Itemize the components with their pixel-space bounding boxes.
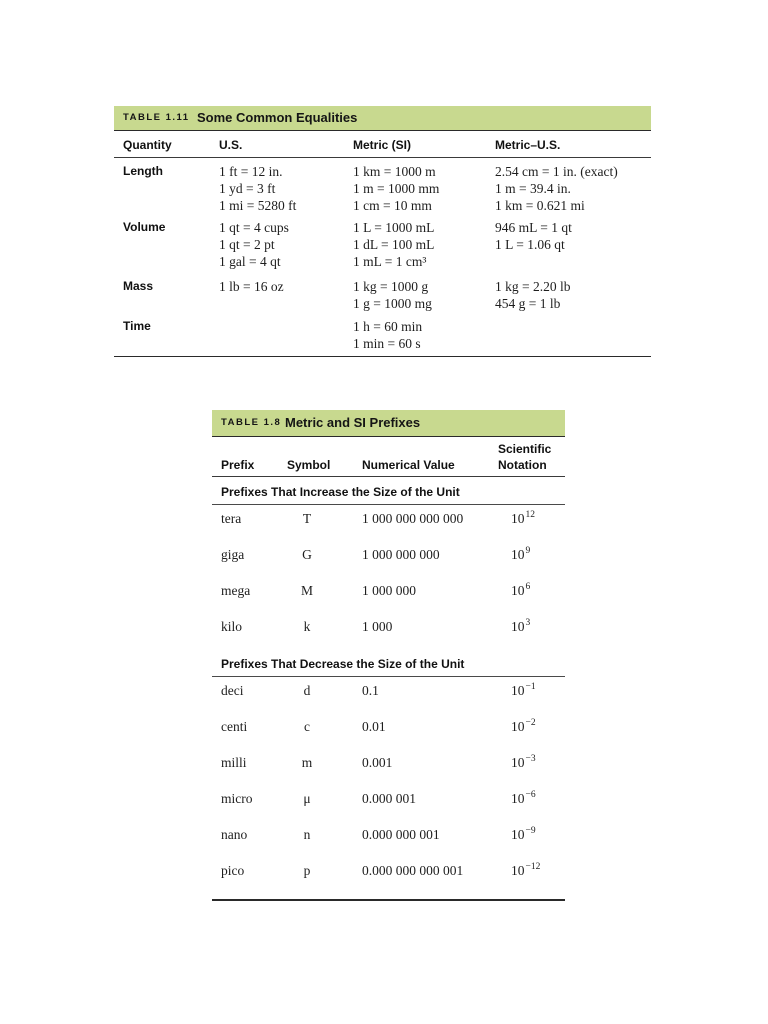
us-equality: 1 ft = 12 in. bbox=[219, 164, 283, 179]
prefix-symbol: T bbox=[302, 511, 312, 526]
scientific-notation bbox=[511, 510, 535, 527]
table-body bbox=[212, 477, 565, 893]
metric-us-equality-cell bbox=[495, 163, 651, 214]
us-equality-cell bbox=[219, 163, 353, 214]
prefix-row bbox=[212, 857, 565, 893]
table-title: Metric and SI Prefixes bbox=[285, 415, 421, 430]
notation-base: 10 bbox=[511, 511, 525, 526]
metric-equality-cell bbox=[353, 318, 495, 352]
scientific-notation bbox=[511, 862, 540, 879]
metric-equality-cell bbox=[353, 163, 495, 214]
prefix-row bbox=[212, 713, 565, 749]
scientific-notation bbox=[511, 826, 536, 843]
scientific-notation bbox=[511, 718, 536, 735]
metric-equality: 1 dL = 100 mL bbox=[353, 237, 435, 252]
us-equality-cell bbox=[219, 278, 353, 312]
metric-equality: 1 min = 60 s bbox=[353, 336, 421, 351]
notation-base: 10 bbox=[511, 719, 525, 734]
prefix-symbol: m bbox=[301, 755, 313, 770]
notation-exponent: 6 bbox=[525, 582, 531, 592]
notation-exponent: −1 bbox=[525, 682, 536, 692]
numerical-value: 1 000 000 000 bbox=[362, 547, 440, 562]
metric-equality: 1 g = 1000 mg bbox=[353, 296, 432, 311]
column-header-symbol: Symbol bbox=[287, 458, 331, 472]
prefix-row bbox=[212, 541, 565, 577]
numerical-value: 0.1 bbox=[362, 683, 379, 698]
numerical-value: 1 000 000 bbox=[362, 583, 416, 598]
notation-exponent: 3 bbox=[525, 618, 531, 628]
metric-equality-cell bbox=[353, 278, 495, 312]
scientific-notation bbox=[511, 582, 530, 599]
table-number-label: TABLE 1.11 bbox=[123, 112, 190, 123]
us-equality: 1 qt = 2 pt bbox=[219, 237, 275, 252]
prefix-row bbox=[212, 505, 565, 541]
notation-base: 10 bbox=[511, 755, 525, 770]
table-row bbox=[114, 214, 651, 270]
notation-base: 10 bbox=[511, 547, 525, 562]
prefix-symbol: M bbox=[300, 583, 313, 598]
prefix-name: milli bbox=[221, 755, 247, 770]
notation-exponent: 12 bbox=[525, 510, 535, 520]
notation-base: 10 bbox=[511, 583, 525, 598]
metric-us-equality-cell bbox=[495, 219, 651, 270]
notation-base: 10 bbox=[511, 863, 525, 878]
table-title: Some Common Equalities bbox=[197, 110, 358, 125]
notation-base: 10 bbox=[511, 619, 525, 634]
prefix-name: nano bbox=[221, 827, 248, 842]
column-header-row bbox=[212, 437, 565, 477]
table-row bbox=[114, 270, 651, 312]
metric-equality: 1 h = 60 min bbox=[353, 319, 423, 334]
column-header-scientific-notation: Scientific Notation bbox=[498, 442, 552, 472]
us-equality-cell bbox=[219, 219, 353, 270]
table-header-band bbox=[114, 106, 651, 131]
common-equalities-table bbox=[114, 106, 651, 357]
prefix-name: mega bbox=[221, 583, 251, 598]
metric-us-equality: 2.54 cm = 1 in. (exact) bbox=[495, 164, 618, 179]
prefix-row bbox=[212, 613, 565, 649]
numerical-value: 0.01 bbox=[362, 719, 386, 734]
prefix-symbol: G bbox=[302, 547, 312, 562]
quantity-label: Mass bbox=[123, 279, 154, 293]
prefix-name: tera bbox=[221, 511, 242, 526]
prefix-symbol: n bbox=[303, 827, 311, 842]
notation-exponent: −3 bbox=[525, 754, 536, 764]
prefix-symbol: μ bbox=[303, 791, 311, 806]
prefix-symbol: d bbox=[303, 683, 311, 698]
table-number-label: TABLE 1.8 bbox=[221, 417, 282, 428]
prefix-row bbox=[212, 677, 565, 713]
us-equality: 1 lb = 16 oz bbox=[219, 279, 284, 294]
numerical-value: 0.001 bbox=[362, 755, 393, 770]
quantity-label: Time bbox=[123, 319, 151, 333]
metric-us-equality: 454 g = 1 lb bbox=[495, 296, 561, 311]
metric-us-equality-cell bbox=[495, 278, 651, 312]
prefix-symbol: p bbox=[303, 863, 311, 878]
column-header-quantity: Quantity bbox=[123, 138, 172, 152]
prefix-name: deci bbox=[221, 683, 244, 698]
us-equality-cell bbox=[219, 318, 353, 352]
column-header-numerical-value: Numerical Value bbox=[362, 458, 455, 472]
metric-equality: 1 cm = 10 mm bbox=[353, 198, 432, 213]
column-header-metric-us: Metric–U.S. bbox=[495, 138, 561, 152]
us-equality: 1 mi = 5280 ft bbox=[219, 198, 297, 213]
metric-equality: 1 km = 1000 m bbox=[353, 164, 436, 179]
metric-equality-cell bbox=[353, 219, 495, 270]
metric-us-equality: 1 km = 0.621 mi bbox=[495, 198, 585, 213]
column-header-metric-si: Metric (SI) bbox=[353, 138, 412, 152]
us-equality: 1 qt = 4 cups bbox=[219, 220, 289, 235]
notation-base: 10 bbox=[511, 791, 525, 806]
numerical-value: 0.000 000 000 001 bbox=[362, 863, 464, 878]
scientific-notation bbox=[511, 546, 530, 563]
quantity-label: Length bbox=[123, 164, 163, 178]
metric-si-prefixes-table bbox=[212, 410, 565, 901]
notation-exponent: 9 bbox=[525, 546, 531, 556]
prefix-name: centi bbox=[221, 719, 248, 734]
prefix-name: pico bbox=[221, 863, 245, 878]
metric-equality: 1 m = 1000 mm bbox=[353, 181, 440, 196]
prefix-row bbox=[212, 785, 565, 821]
quantity-label: Volume bbox=[123, 220, 166, 234]
scientific-notation bbox=[511, 618, 530, 635]
table-row bbox=[114, 158, 651, 214]
notation-exponent: −9 bbox=[525, 826, 536, 836]
numerical-value: 0.000 000 001 bbox=[362, 827, 440, 842]
notation-exponent: −2 bbox=[525, 718, 536, 728]
metric-us-equality-cell bbox=[495, 318, 651, 352]
numerical-value: 0.000 001 bbox=[362, 791, 416, 806]
metric-equality: 1 kg = 1000 g bbox=[353, 279, 429, 294]
numerical-value: 1 000 000 000 000 bbox=[362, 511, 464, 526]
prefix-symbol: k bbox=[303, 619, 311, 634]
metric-us-equality: 1 L = 1.06 qt bbox=[495, 237, 565, 252]
scientific-notation bbox=[511, 682, 536, 699]
table-body bbox=[114, 158, 651, 357]
metric-equality: 1 mL = 1 cm³ bbox=[353, 254, 427, 269]
scientific-notation bbox=[511, 790, 536, 807]
scientific-notation bbox=[511, 754, 536, 771]
metric-us-equality: 946 mL = 1 qt bbox=[495, 220, 572, 235]
prefix-name: giga bbox=[221, 547, 245, 562]
section-heading: Prefixes That Decrease the Size of the Unit bbox=[212, 649, 565, 677]
table-row bbox=[114, 312, 651, 352]
prefix-symbol: c bbox=[304, 719, 310, 734]
notation-exponent: −6 bbox=[525, 790, 536, 800]
column-header-prefix: Prefix bbox=[221, 458, 255, 472]
section-heading: Prefixes That Increase the Size of the Unit bbox=[212, 477, 565, 505]
metric-equality: 1 L = 1000 mL bbox=[353, 220, 435, 235]
column-header-us: U.S. bbox=[219, 138, 243, 152]
metric-us-equality: 1 m = 39.4 in. bbox=[495, 181, 571, 196]
prefix-row bbox=[212, 749, 565, 785]
prefix-name: micro bbox=[221, 791, 253, 806]
us-equality: 1 yd = 3 ft bbox=[219, 181, 276, 196]
prefix-row bbox=[212, 821, 565, 857]
notation-base: 10 bbox=[511, 827, 525, 842]
column-header-row bbox=[114, 131, 651, 158]
numerical-value: 1 000 bbox=[362, 619, 393, 634]
prefix-row bbox=[212, 577, 565, 613]
us-equality: 1 gal = 4 qt bbox=[219, 254, 281, 269]
notation-base: 10 bbox=[511, 683, 525, 698]
metric-us-equality: 1 kg = 2.20 lb bbox=[495, 279, 571, 294]
notation-exponent: −12 bbox=[525, 862, 541, 872]
table-header-band bbox=[212, 410, 565, 437]
prefix-name: kilo bbox=[221, 619, 243, 634]
